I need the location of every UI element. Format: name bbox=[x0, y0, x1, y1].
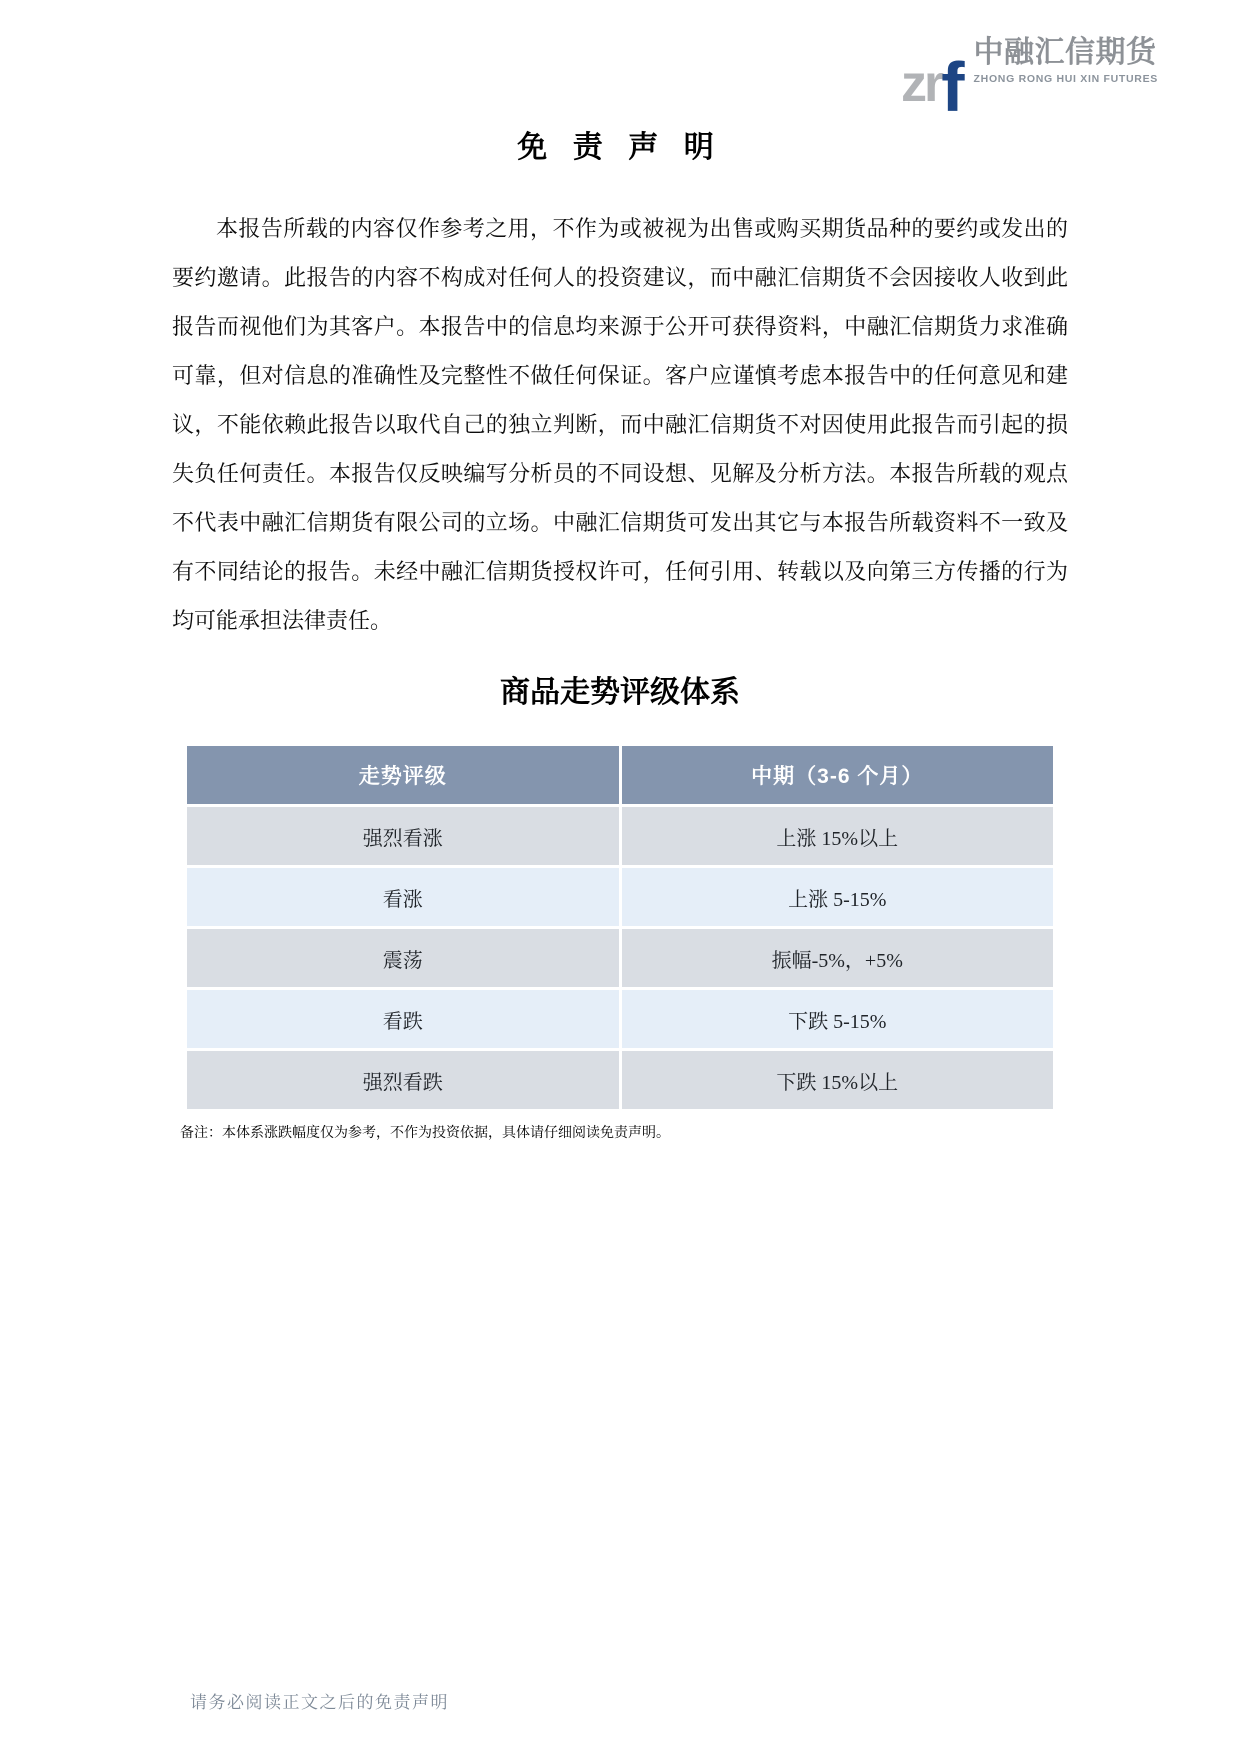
table-cell: 下跌 5-15% bbox=[620, 989, 1055, 1050]
table-row bbox=[186, 806, 1055, 867]
rating-table-body bbox=[186, 806, 1055, 1111]
column-header-midterm: 中期（3-6 个月） bbox=[620, 745, 1055, 806]
column-header-rating: 走势评级 bbox=[186, 745, 621, 806]
table-cell: 上涨 15%以上 bbox=[620, 806, 1055, 867]
logo-letters-zr: zr bbox=[900, 55, 942, 113]
company-name-cn: 中融汇信期货 bbox=[973, 36, 1157, 69]
table-header-row bbox=[186, 745, 1055, 806]
table-cell: 强烈看跌 bbox=[186, 1050, 621, 1111]
page-title: 免 责 声 明 bbox=[517, 131, 723, 164]
rating-table bbox=[184, 743, 1056, 1112]
disclaimer-paragraph: 本报告所载的内容仅作参考之用，不作为或被视为出售或购买期货品种的要约或发出的要约邀请。此报告的内容不构成对任何人的投资建议，而中融汇信期货不会因接收人收到此报告而视他们为其客户。本报告中的信息均来源于公开可获得资料，中融汇信期货力求准确可靠，但对信息的准确性及完整性不做任何保证。客户应谨慎考虑本报告中的任何意见和建议，不能依赖此报告以取代自己的独立判断，而中融汇信期货不对因使用此报告而引起的损失负任何责任。本报告仅反映编写分析员的不同设想、见解及分析方法。本报告所载的观点不代表中融汇信期货有限公司的立场。中融汇信期货可发出其它与本报告所载资料不一致及有不同结论的报告。未经中融汇信期货授权许可，任何引用、转载以及向第三方传播的行为均可能承担法律责任。 bbox=[172, 216, 1068, 633]
table-cell: 强烈看涨 bbox=[186, 806, 621, 867]
table-cell: 看涨 bbox=[186, 867, 621, 928]
company-name-block bbox=[974, 36, 1158, 85]
page-header bbox=[0, 0, 1240, 126]
table-cell: 振幅-5%，+5% bbox=[620, 928, 1055, 989]
table-row bbox=[186, 867, 1055, 928]
rating-section-title: 商品走势评级体系 bbox=[500, 676, 740, 709]
table-row bbox=[186, 928, 1055, 989]
table-row bbox=[186, 1050, 1055, 1111]
rating-note: 备注：本体系涨跌幅度仅为参考，不作为投资依据，具体请仔细阅读免责声明。 bbox=[180, 1124, 670, 1140]
company-logo bbox=[900, 28, 1158, 126]
table-cell: 下跌 15%以上 bbox=[620, 1050, 1055, 1111]
footer-disclaimer-reminder: 请务必阅读正文之后的免责声明 bbox=[190, 1693, 449, 1712]
table-cell: 上涨 5-15% bbox=[620, 867, 1055, 928]
table-row bbox=[186, 989, 1055, 1050]
logo-letter-f: f bbox=[941, 48, 962, 126]
table-cell: 看跌 bbox=[186, 989, 621, 1050]
rating-table-head bbox=[186, 745, 1055, 806]
zrf-logo-icon bbox=[900, 42, 962, 126]
company-name-en: ZHONG RONG HUI XIN FUTURES bbox=[973, 73, 1158, 85]
table-cell: 震荡 bbox=[186, 928, 621, 989]
